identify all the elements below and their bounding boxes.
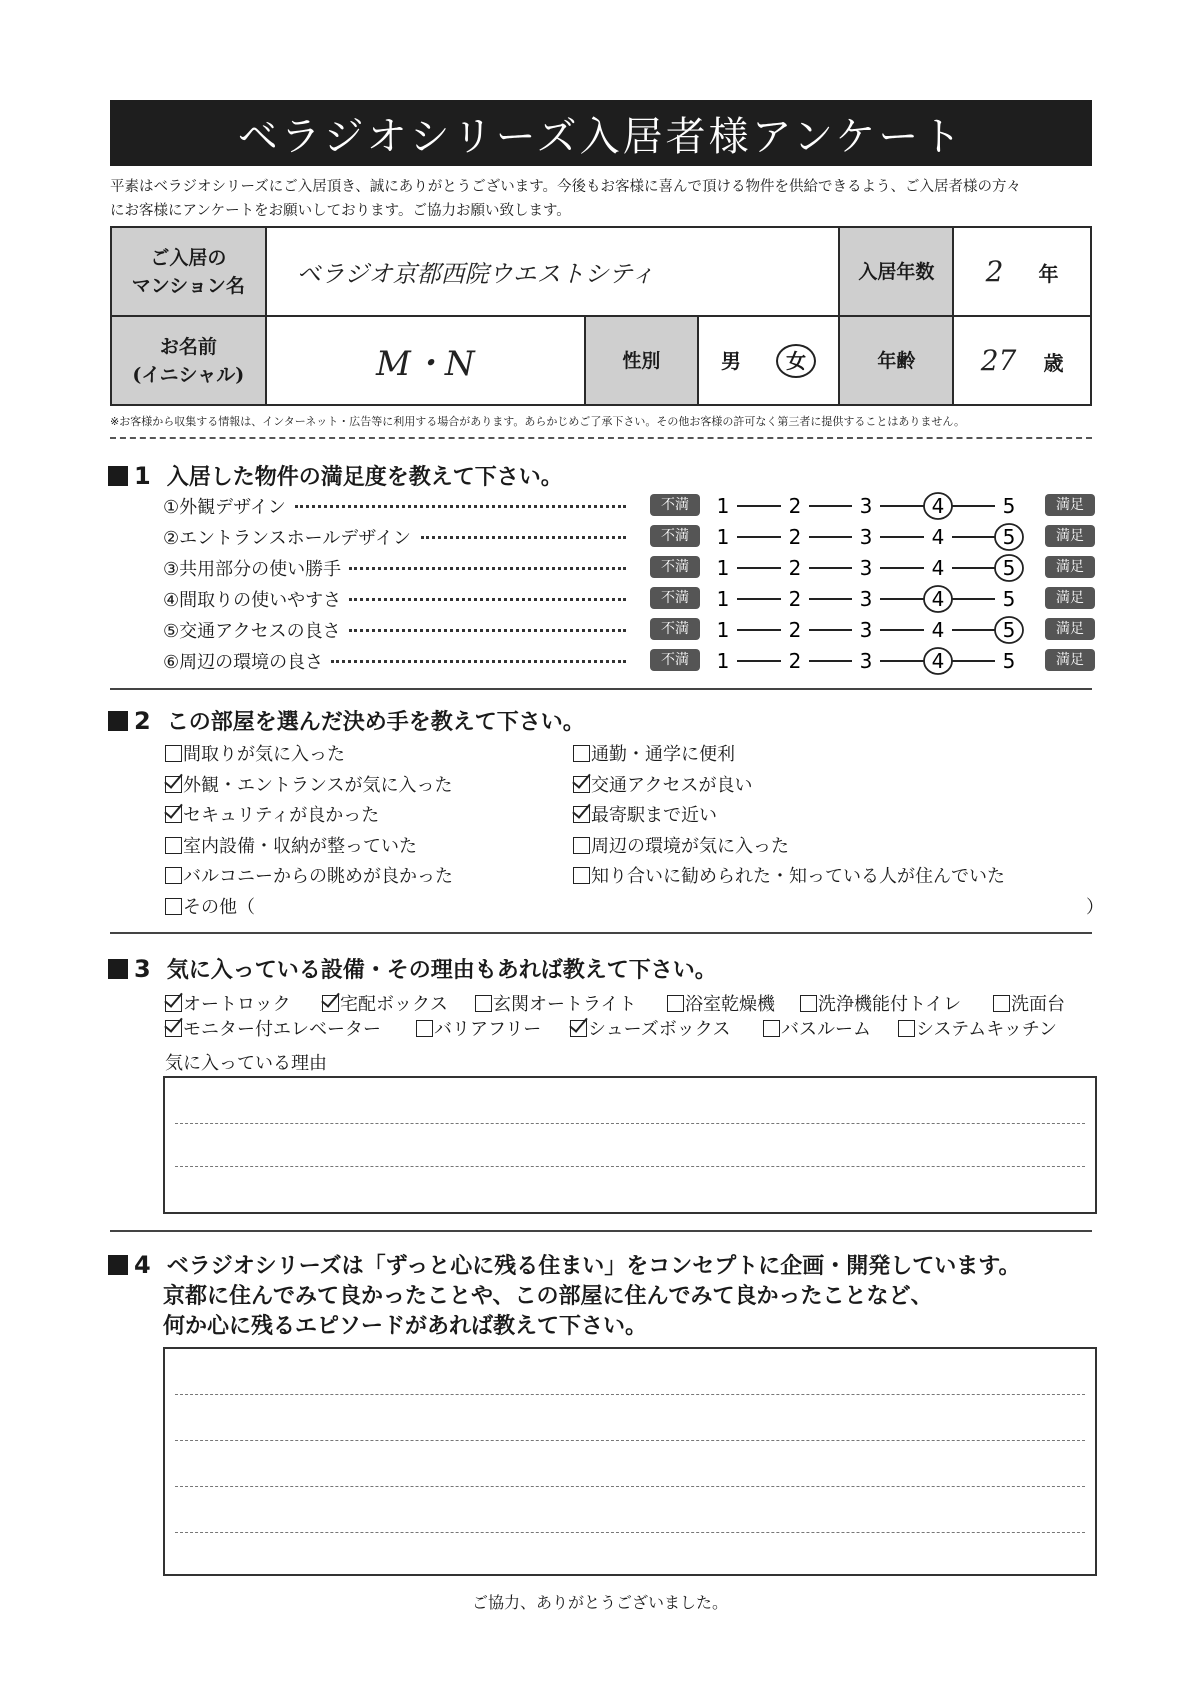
scale-number-4[interactable]: 4: [931, 587, 945, 611]
years-field[interactable]: [953, 227, 1091, 316]
scale-number-1[interactable]: 1: [716, 618, 730, 642]
checkbox-icon[interactable]: [475, 995, 492, 1012]
name-field[interactable]: [266, 316, 585, 405]
checkbox-icon[interactable]: [898, 1020, 915, 1037]
scale-number-2[interactable]: 2: [788, 618, 802, 642]
facility-option[interactable]: [993, 990, 1065, 1016]
divider: [110, 437, 1092, 439]
scale-number-2[interactable]: 2: [788, 525, 802, 549]
mansion-name-field[interactable]: [266, 227, 840, 316]
reason-option[interactable]: [573, 740, 735, 766]
satisfaction-row: [163, 646, 1093, 676]
section-marker-icon: [108, 711, 128, 731]
scale-number-4[interactable]: 4: [931, 525, 945, 549]
badge-satisfied: 満足: [1045, 556, 1095, 578]
reason-label: 気に入っている理由: [165, 1053, 327, 1074]
option-label: モニター付エレベーター: [183, 1019, 381, 1040]
option-label: セキュリティが良かった: [183, 805, 380, 826]
question-label: ⑥周辺の環境の良さ: [163, 652, 324, 673]
facility-option[interactable]: [322, 990, 448, 1016]
write-line: [175, 1486, 1085, 1487]
intro-line-1: 平素はベラジオシリーズにご入居頂き、誠にありがとうございます。今後もお客様に喜んで頂ける物件を供給できるよう、ご入居者様の方々: [110, 179, 1022, 195]
divider: [110, 688, 1092, 690]
scale-number-2[interactable]: 2: [788, 649, 802, 673]
badge-satisfied: 満足: [1045, 618, 1095, 640]
question-label: ⑤交通アクセスの良さ: [163, 621, 341, 642]
age-field[interactable]: [953, 316, 1091, 405]
section-marker-icon: [108, 466, 128, 486]
scale-number-3[interactable]: 3: [859, 556, 873, 580]
write-line: [175, 1394, 1085, 1395]
reason-option[interactable]: [165, 893, 255, 919]
name-label: お名前 (イニシャル): [111, 316, 266, 405]
checked-box-icon[interactable]: [573, 776, 590, 793]
name-value: M・N: [376, 344, 475, 384]
reason-option[interactable]: [573, 771, 752, 797]
checked-box-icon[interactable]: [573, 806, 590, 823]
scale-number-1[interactable]: 1: [716, 525, 730, 549]
satisfaction-row: [163, 553, 1093, 583]
badge-dissatisfied: 不満: [650, 587, 700, 609]
age-value: 27: [980, 344, 1017, 377]
age-label: 年齢: [839, 316, 953, 405]
scale-number-4[interactable]: 4: [931, 618, 945, 642]
section-marker-icon: [108, 1255, 128, 1275]
facility-option[interactable]: [898, 1015, 1057, 1041]
section-3-title: 3 気に入っている設備・その理由もあれば教えて下さい。: [108, 953, 717, 984]
leader-dots: [295, 505, 626, 508]
reason-option[interactable]: [165, 832, 417, 858]
reason-option[interactable]: [573, 832, 789, 858]
badge-satisfied: 満足: [1045, 649, 1095, 671]
option-label: 通勤・通学に便利: [591, 744, 735, 765]
checkbox-icon[interactable]: [165, 745, 182, 762]
checkbox-icon[interactable]: [165, 898, 182, 915]
badge-satisfied: 満足: [1045, 587, 1095, 609]
divider: [110, 1230, 1092, 1232]
option-label: 室内設備・収納が整っていた: [183, 835, 417, 857]
option-label: 浴室乾燥機: [685, 994, 775, 1015]
reason-option[interactable]: [573, 801, 717, 827]
mansion-label: ご入居の マンション名: [111, 227, 266, 316]
scale-number-2[interactable]: 2: [788, 556, 802, 580]
scale-number-1[interactable]: 1: [716, 494, 730, 518]
rating-scale: [703, 522, 1043, 552]
option-label: 交通アクセスが良い: [591, 774, 753, 796]
years-unit: 年: [1038, 262, 1059, 286]
section-2-title: 2 この部屋を選んだ決め手を教えて下さい。: [108, 705, 585, 736]
rating-scale: [703, 584, 1043, 614]
intro-text: [110, 175, 1100, 223]
section-1-title: 1 入居した物件の満足度を教えて下さい。: [108, 460, 563, 491]
checked-box-icon[interactable]: [570, 1020, 587, 1037]
option-label: 周辺の環境が気に入った: [591, 835, 789, 857]
option-label: 知り合いに勧められた・知っている人が住んでいた: [591, 866, 1005, 887]
privacy-note: ※お客様から収集する情報は、インターネット・広告等に利用する場合があります。あらかじめご了承下さい。その他お客様の許可なく第三者に提供することはありません。: [110, 415, 966, 428]
years-label: 入居年数: [839, 227, 953, 316]
reason-option[interactable]: [165, 862, 453, 888]
checkbox-icon[interactable]: [573, 837, 590, 854]
facility-option[interactable]: [165, 990, 291, 1016]
scale-number-1[interactable]: 1: [716, 649, 730, 673]
age-unit: 歳: [1043, 351, 1064, 375]
scale-number-3[interactable]: 3: [859, 525, 873, 549]
facility-option[interactable]: [570, 1015, 731, 1041]
option-label: シューズボックス: [588, 1019, 731, 1040]
facility-option[interactable]: [763, 1015, 871, 1041]
option-label: バリアフリー: [434, 1019, 542, 1040]
leader-dots: [349, 629, 626, 632]
checked-box-icon[interactable]: [165, 995, 182, 1012]
reason-option[interactable]: [165, 740, 345, 766]
thanks-footer: ご協力、ありがとうございました。: [471, 1593, 728, 1612]
other-close-paren: ）: [1086, 897, 1104, 918]
facility-option[interactable]: [667, 990, 775, 1016]
scale-number-3[interactable]: 3: [859, 494, 873, 518]
option-label: 洗浄機能付トイレ: [818, 994, 962, 1015]
facility-option[interactable]: [416, 1015, 541, 1041]
scale-number-1[interactable]: 1: [716, 587, 730, 611]
option-label: 洗面台: [1011, 994, 1065, 1015]
episode-textarea[interactable]: [163, 1347, 1097, 1576]
checked-box-icon[interactable]: [165, 806, 182, 823]
scale-number-5[interactable]: 5: [1002, 525, 1016, 549]
option-label: 間取りが気に入った: [183, 744, 345, 765]
gender-male[interactable]: 男: [721, 348, 742, 373]
question-label: ④間取りの使いやすさ: [163, 590, 342, 611]
years-value: 2: [985, 255, 1004, 288]
satisfaction-row: [163, 615, 1093, 645]
resident-info-table: [110, 226, 1092, 406]
divider: [110, 932, 1092, 934]
rating-scale: [703, 615, 1043, 645]
badge-dissatisfied: 不満: [650, 525, 700, 547]
checkbox-icon[interactable]: [763, 1020, 780, 1037]
write-line: [175, 1532, 1085, 1533]
checked-box-icon[interactable]: [165, 1020, 182, 1037]
satisfaction-row: [163, 491, 1093, 521]
checkbox-icon[interactable]: [416, 1020, 433, 1037]
scale-number-4[interactable]: 4: [931, 494, 945, 518]
checkbox-icon[interactable]: [800, 995, 817, 1012]
scale-number-3[interactable]: 3: [859, 618, 873, 642]
option-label: その他（: [183, 896, 255, 918]
rating-scale: [703, 646, 1043, 676]
option-label: 宅配ボックス: [340, 994, 448, 1015]
checkbox-icon[interactable]: [165, 867, 182, 884]
scale-number-5[interactable]: 5: [1002, 556, 1016, 580]
scale-number-4[interactable]: 4: [931, 556, 945, 580]
option-label: 玄関オートライト: [493, 994, 637, 1015]
option-label: システムキッチン: [916, 1019, 1057, 1040]
rating-scale: [703, 491, 1043, 521]
option-label: オートロック: [183, 994, 291, 1015]
scale-number-2[interactable]: 2: [788, 494, 802, 518]
reason-option[interactable]: [573, 862, 1005, 888]
badge-dissatisfied: 不満: [650, 494, 700, 516]
leader-dots: [421, 536, 626, 539]
satisfaction-row: [163, 584, 1093, 614]
leader-dots: [349, 598, 626, 601]
question-label: ①外観デザイン: [163, 497, 286, 518]
scale-number-1[interactable]: 1: [716, 556, 730, 580]
question-label: ③共用部分の使い勝手: [163, 559, 342, 580]
scale-number-4[interactable]: 4: [931, 649, 945, 673]
scale-number-3[interactable]: 3: [859, 587, 873, 611]
section-marker-icon: [108, 959, 128, 979]
section-4-title: 4 ベラジオシリーズは「ずっと心に残る住まい」をコンセプトに企画・開発しています。 京都に住んでみて良かったことや、この部屋に住んでみて良かったことなど、 何か心に残るエピソードがあれば教えて下さい。: [108, 1250, 1021, 1341]
facility-option[interactable]: [800, 990, 961, 1016]
gender-label: 性別: [585, 316, 698, 405]
checkbox-icon[interactable]: [573, 867, 590, 884]
option-label: 外観・エントランスが気に入った: [183, 774, 453, 796]
page-title: ベラジオシリーズ入居者様アンケート: [110, 100, 1092, 166]
scale-number-3[interactable]: 3: [859, 649, 873, 673]
gender-field[interactable]: [698, 316, 840, 405]
scale-number-2[interactable]: 2: [788, 587, 802, 611]
checkbox-icon[interactable]: [573, 745, 590, 762]
checkbox-icon[interactable]: [993, 995, 1010, 1012]
checked-box-icon[interactable]: [165, 776, 182, 793]
checkbox-icon[interactable]: [165, 837, 182, 854]
satisfaction-row: [163, 522, 1093, 552]
checkbox-icon[interactable]: [667, 995, 684, 1012]
badge-satisfied: 満足: [1045, 525, 1095, 547]
reason-option[interactable]: [165, 771, 452, 797]
rating-scale: [703, 553, 1043, 583]
scale-number-5[interactable]: 5: [1002, 494, 1016, 518]
write-line: [175, 1440, 1085, 1441]
write-line: [175, 1166, 1085, 1167]
option-label: 最寄駅まで近い: [591, 805, 717, 826]
write-line: [175, 1123, 1085, 1124]
gender-female-circled[interactable]: 女: [776, 344, 816, 378]
option-label: バルコニーからの眺めが良かった: [183, 866, 453, 887]
badge-dissatisfied: 不満: [650, 556, 700, 578]
option-label: バスルーム: [781, 1019, 871, 1040]
checked-box-icon[interactable]: [322, 995, 339, 1012]
badge-satisfied: 満足: [1045, 494, 1095, 516]
scale-number-5[interactable]: 5: [1002, 618, 1016, 642]
leader-dots: [349, 567, 626, 570]
mansion-name-value: ベラジオ京都西院ウエストシティ: [296, 260, 655, 288]
badge-dissatisfied: 不満: [650, 618, 700, 640]
facility-option[interactable]: [475, 990, 636, 1016]
intro-line-2: にお客様にアンケートをお願いしております。ご協力お願い致します。: [110, 203, 571, 219]
facility-option[interactable]: [165, 1015, 381, 1041]
scale-number-5[interactable]: 5: [1002, 587, 1016, 611]
reason-option[interactable]: [165, 801, 379, 827]
badge-dissatisfied: 不満: [650, 649, 700, 671]
leader-dots: [331, 660, 626, 663]
question-label: ②エントランスホールデザイン: [163, 528, 411, 549]
scale-number-5[interactable]: 5: [1002, 649, 1016, 673]
reason-textarea[interactable]: [163, 1076, 1097, 1214]
